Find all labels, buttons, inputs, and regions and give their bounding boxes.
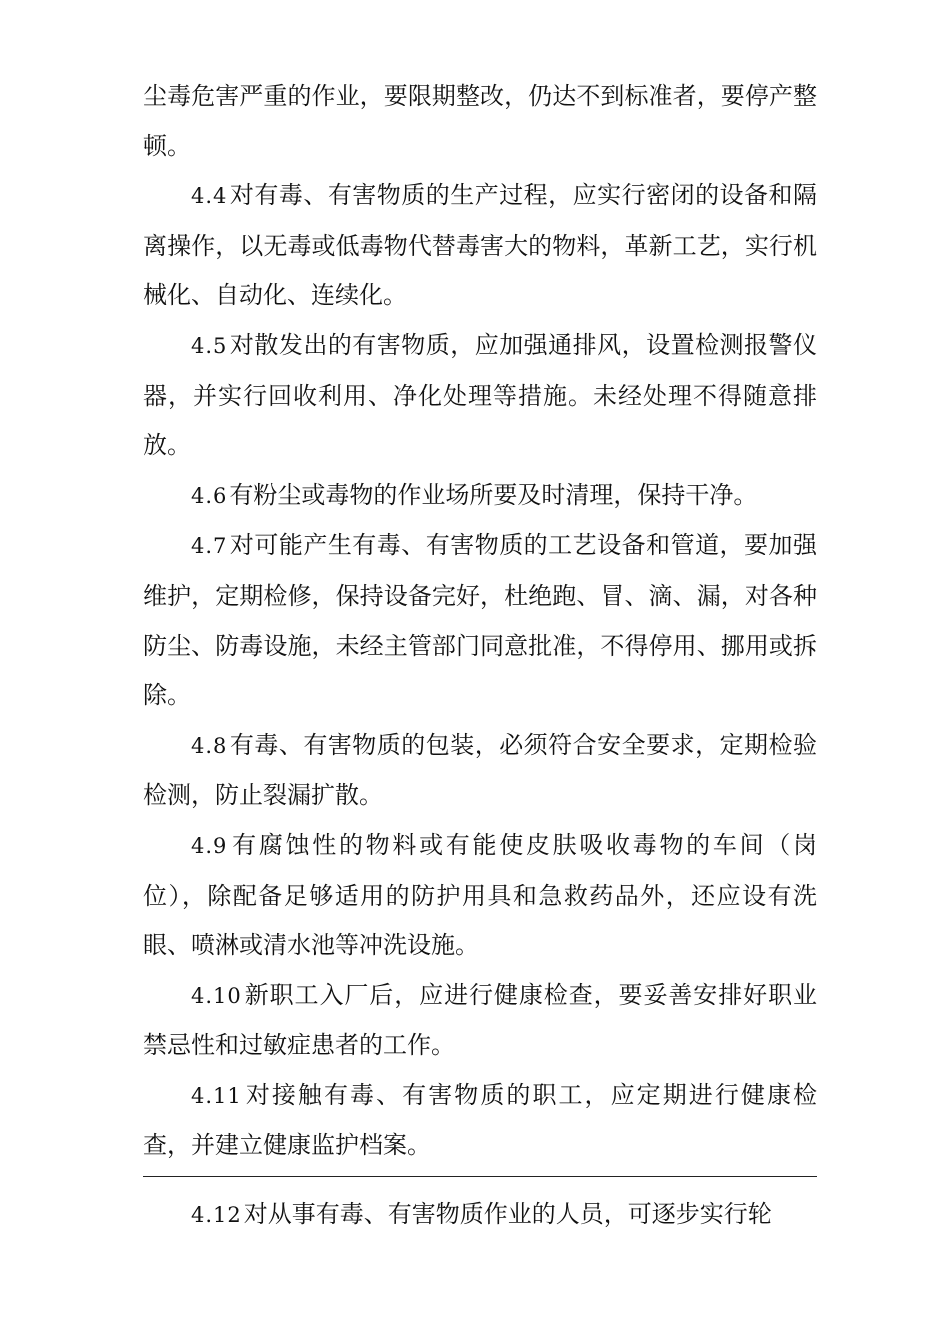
paragraph-4-5 [143, 321, 817, 471]
paragraph-4-9 [143, 821, 817, 971]
paragraph-text: 新职工入厂后，应进行健康检查，要妥善安排好职业禁忌性和过敏症患者的工作。 [143, 980, 817, 1060]
next-page [143, 1190, 817, 1241]
paragraph-text: 对有毒、有害物质的生产过程，应实行密闭的设备和隔离操作，以无毒或低毒物代替毒害大的物料，革新工艺，实行机械化、自动化、连续化。 [143, 181, 817, 310]
paragraph-4-7 [143, 521, 817, 720]
paragraph-4-4 [143, 171, 817, 321]
paragraph-text: 对从事有毒、有害物质作业的人员，可逐步实行轮 [243, 1200, 772, 1228]
paragraph-4-6 [143, 471, 817, 522]
paragraph-text: 对可能产生有毒、有害物质的工艺设备和管道，要加强维护，定期检修，保持设备完好，杜绝跑、冒、滴、漏，对各种防尘、防毒设施，未经主管部门同意批准，不得停用、挪用或拆除。 [143, 531, 817, 710]
paragraph-continuation [143, 72, 817, 171]
paragraph-text: 对散发出的有害物质，应加强通排风，设置检测报警仪器，并实行回收利用、净化处理等措施。未经处理不得随意排放。 [143, 330, 817, 460]
paragraph-text: 有粉尘或毒物的作业场所要及时清理，保持干净。 [229, 480, 758, 509]
clause-number: 4.8 [191, 733, 228, 758]
paragraph-4-8 [143, 721, 817, 821]
paragraph-text: 对接触有毒、有害物质的职工，应定期进行健康检查，并建立健康监护档案。 [143, 1080, 817, 1160]
paragraph-text: 有腐蚀性的物料或有能使皮肤吸收毒物的车间（岗位），除配备足够适用的防护用具和急救药品外，还应设有洗眼、喷淋或清水池等冲洗设施。 [143, 830, 817, 960]
paragraph-4-12 [143, 1190, 817, 1241]
paragraph-4-11 [143, 1071, 817, 1171]
clause-number: 4.11 [191, 1083, 242, 1108]
document-page [143, 72, 817, 1171]
paragraph-text: 有毒、有害物质的包装，必须符合安全要求，定期检验检测，防止裂漏扩散。 [143, 730, 817, 810]
clause-number: 4.9 [191, 833, 228, 858]
page-divider [143, 1176, 817, 1177]
clause-number: 4.5 [191, 333, 228, 358]
clause-number: 4.6 [191, 483, 228, 508]
paragraph-text: 尘毒危害严重的作业，要限期整改，仍达不到标准者，要停产整顿。 [143, 82, 817, 160]
clause-number: 4.12 [191, 1203, 242, 1227]
clause-number: 4.10 [191, 983, 242, 1008]
clause-number: 4.7 [191, 534, 228, 559]
paragraph-4-10 [143, 971, 817, 1071]
clause-number: 4.4 [191, 184, 228, 209]
